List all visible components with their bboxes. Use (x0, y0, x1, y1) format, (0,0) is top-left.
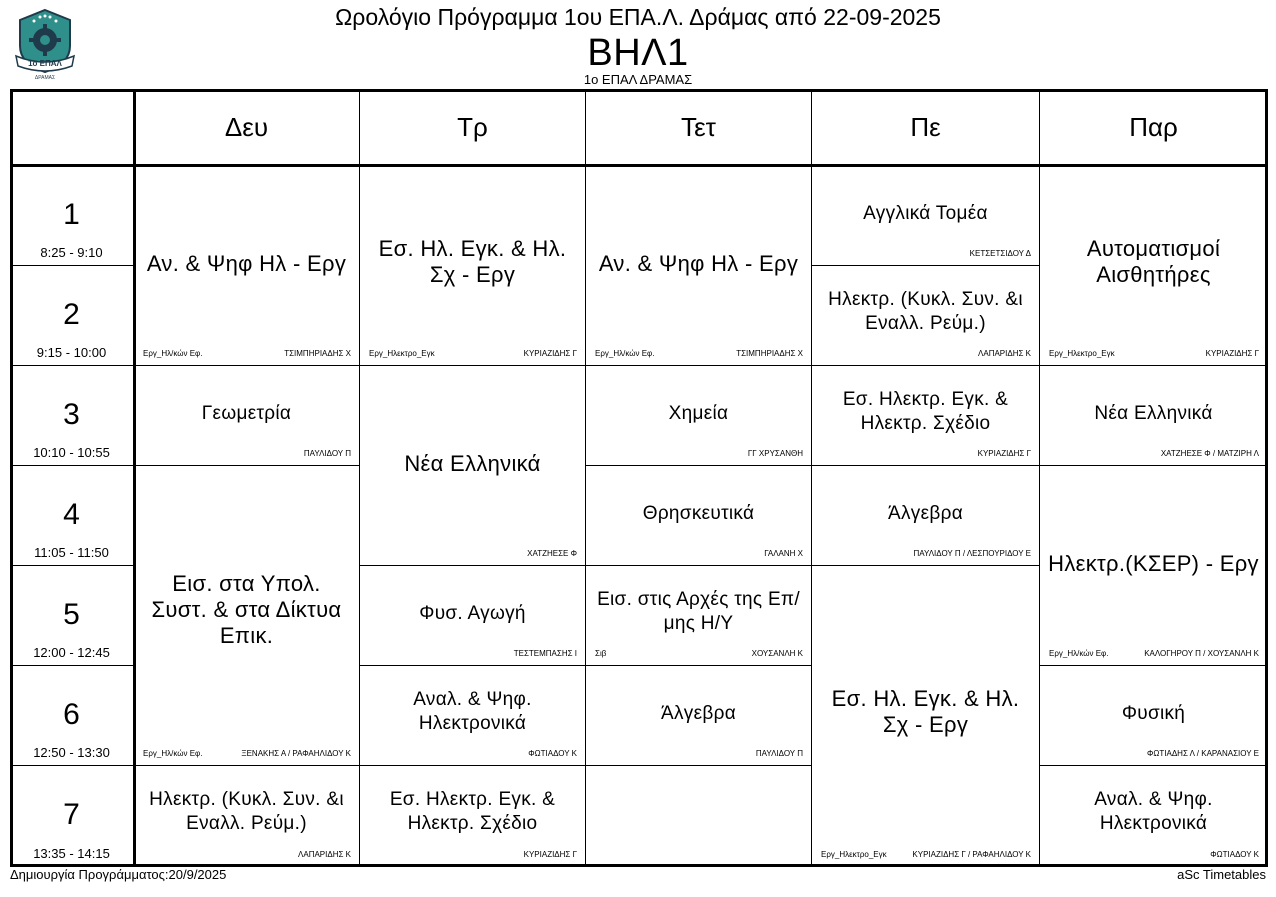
lesson-cell[interactable] (812, 466, 1040, 566)
period-cell (10, 266, 134, 366)
day-label: Παρ (1129, 111, 1178, 142)
lesson-subject: Ηλεκτρ. (Κυκλ. Συν. &ι Εναλλ. Ρεύμ.) (828, 288, 1023, 334)
day-label: Δευ (224, 111, 269, 142)
lesson-subject: Γεωμετρία (201, 402, 292, 424)
lesson-teacher: ΓΓ ΧΡΥΣΑΝΘΗ (747, 449, 803, 458)
lesson-teacher: ΚΥΡΙΑΖΙΔΗΣ Γ (523, 349, 577, 358)
lesson-teacher: ΚΥΡΙΑΖΙΔΗΣ Γ (977, 449, 1031, 458)
day-label: Πε (910, 111, 941, 142)
lesson-teacher: ΤΣΙΜΠΗΡΙΑΔΗΣ Χ (284, 349, 351, 358)
header-divider (10, 164, 1268, 167)
period-cell (10, 566, 134, 666)
lesson-cell[interactable] (586, 366, 812, 466)
lesson-cell[interactable] (360, 766, 586, 867)
lesson-cell[interactable] (134, 366, 360, 466)
period-time: 13:35 - 14:15 (33, 846, 110, 861)
lesson-subject: Αυτοματισμοί Αισθητήρες (1086, 235, 1221, 287)
lesson-cell[interactable] (586, 466, 812, 566)
period-cell (10, 366, 134, 466)
lesson-room: Εργ_Ηλ/κών Εφ. (143, 749, 203, 758)
lesson-room: Εργ_Ηλ/κών Εφ. (1049, 649, 1109, 658)
lesson-subject: Εσ. Ηλεκτρ. Εγκ. & Ηλεκτρ. Σχέδιο (389, 789, 556, 835)
day-header (134, 89, 360, 166)
lesson-cell[interactable] (812, 566, 1040, 867)
lesson-teacher: ΚΑΛΟΓΗΡΟΥ Π / ΧΟΥΣΑΝΛΗ Κ (1144, 649, 1259, 658)
lesson-cell[interactable] (1040, 666, 1268, 766)
day-header (586, 89, 812, 166)
period-time: 8:25 - 9:10 (40, 245, 103, 260)
period-number: 1 (63, 198, 80, 231)
day-header (1040, 89, 1268, 166)
lesson-teacher: ΠΑΥΛΙΔΟΥ Π / ΛΕΣΠΟΥΡΙΔΟΥ Ε (913, 549, 1031, 558)
lesson-teacher: ΞΕΝΑΚΗΣ Α / ΡΑΦΑΗΛΙΔΟΥ Κ (241, 749, 351, 758)
lesson-subject: Εσ. Ηλ. Εγκ. & Ηλ. Σχ - Εργ (831, 685, 1020, 737)
lesson-room: Εργ_Ηλ/κών Εφ. (143, 349, 203, 358)
creation-date: Δημιουργία Προγράμματος:20/9/2025 (10, 867, 227, 882)
lesson-subject: Αναλ. & Ψηφ. Ηλεκτρονικά (1094, 789, 1213, 835)
lesson-teacher: ΦΩΤΙΑΔΟΥ Κ (528, 749, 577, 758)
lesson-cell[interactable] (812, 266, 1040, 366)
class-name: ΒΗΛ1 (587, 32, 689, 74)
lesson-subject: Φυσ. Αγωγή (419, 602, 526, 624)
lesson-cell[interactable] (360, 666, 586, 766)
period-cell (10, 466, 134, 566)
period-number: 5 (63, 598, 80, 631)
period-time: 9:15 - 10:00 (36, 345, 107, 360)
lesson-cell[interactable] (586, 166, 812, 366)
empty-cell (586, 766, 812, 867)
day-label: Τετ (681, 111, 716, 142)
timetable-grid (10, 89, 1268, 867)
lesson-subject: Εισ. στις Αρχές της Επ/μης Η/Υ (597, 588, 800, 634)
lesson-cell[interactable] (1040, 366, 1268, 466)
lesson-subject: Αγγλικά Τομέα (863, 202, 988, 224)
lesson-cell[interactable] (360, 166, 586, 366)
lesson-cell[interactable] (586, 666, 812, 766)
period-cell (10, 666, 134, 766)
lesson-cell[interactable] (586, 566, 812, 666)
lesson-teacher: ΧΟΥΣΑΝΛΗ Κ (751, 649, 803, 658)
lesson-teacher: ΤΣΙΜΠΗΡΙΑΔΗΣ Χ (736, 349, 803, 358)
period-number: 6 (63, 698, 80, 731)
lesson-cell[interactable] (812, 366, 1040, 466)
lesson-subject: Άλγεβρα (661, 702, 736, 724)
period-divider (133, 89, 136, 867)
lesson-teacher: ΚΥΡΙΑΖΙΔΗΣ Γ (523, 850, 577, 859)
logo-text: 1ο ΕΠΑΛ (28, 59, 62, 68)
period-time: 12:00 - 12:45 (33, 645, 110, 660)
lesson-subject: Αν. & Ψηφ Ηλ - Εργ (598, 250, 799, 276)
lesson-cell[interactable] (134, 466, 360, 766)
period-number: 4 (63, 498, 80, 531)
lesson-cell[interactable] (360, 366, 586, 566)
period-time: 12:50 - 13:30 (33, 745, 110, 760)
lesson-subject: Εσ. Ηλεκτρ. Εγκ. & Ηλεκτρ. Σχέδιο (842, 388, 1009, 434)
lesson-room: Εργ_Ηλ/κών Εφ. (595, 349, 655, 358)
lesson-teacher: ΚΥΡΙΑΖΙΔΗΣ Γ (1205, 349, 1259, 358)
lesson-cell[interactable] (812, 166, 1040, 266)
lesson-subject: Φυσική (1121, 702, 1186, 724)
generator-credit: aSc Timetables (1177, 867, 1266, 882)
period-cell (10, 766, 134, 867)
lesson-subject: Θρησκευτικά (642, 502, 755, 524)
logo-subtext: ΔΡΑΜΑΣ (34, 75, 56, 81)
lesson-cell[interactable] (1040, 466, 1268, 666)
day-header (812, 89, 1040, 166)
period-time: 10:10 - 10:55 (33, 445, 110, 460)
lesson-teacher: ΚΥΡΙΑΖΙΔΗΣ Γ / ΡΑΦΑΗΛΙΔΟΥ Κ (912, 850, 1031, 859)
lesson-teacher: ΧΑΤΖΗΕΣΕ Φ (527, 549, 577, 558)
period-time: 11:05 - 11:50 (34, 545, 109, 560)
lesson-cell[interactable] (134, 166, 360, 366)
day-label: Τρ (457, 111, 488, 142)
lesson-subject: Αναλ. & Ψηφ. Ηλεκτρονικά (413, 688, 532, 734)
lesson-teacher: ΤΕΣΤΕΜΠΑΣΗΣ Ι (513, 649, 577, 658)
lesson-teacher: ΠΑΥΛΙΔΟΥ Π (303, 449, 351, 458)
lesson-room: Σιβ (595, 649, 607, 658)
lesson-subject: Χημεία (668, 402, 729, 424)
lesson-subject: Νέα Ελληνικά (404, 450, 541, 476)
lesson-teacher: ΦΩΤΙΑΔΟΥ Κ (1210, 850, 1259, 859)
lesson-subject: Άλγεβρα (888, 502, 963, 524)
corner-cell (10, 89, 134, 166)
lesson-room: Εργ_Ηλεκτρο_Εγκ (821, 850, 887, 859)
lesson-cell[interactable] (360, 566, 586, 666)
page-title: Ωρολόγιο Πρόγραμμα 1ου ΕΠΑ.Λ. Δράμας από 22-09-2025 (335, 4, 941, 30)
period-cell (10, 166, 134, 266)
lesson-subject: Εισ. στα Υπολ. Συστ. & στα Δίκτυα Επικ. (151, 570, 342, 648)
lesson-teacher: ΓΑΛΑΝΗ Χ (764, 549, 803, 558)
period-number: 7 (63, 798, 80, 831)
lesson-subject: Αν. & Ψηφ Ηλ - Εργ (146, 250, 347, 276)
lesson-cell[interactable] (1040, 766, 1268, 867)
lesson-room: Εργ_Ηλεκτρο_Εγκ (1049, 349, 1115, 358)
lesson-teacher: ΛΑΠΑΡΙΔΗΣ Κ (978, 349, 1031, 358)
period-number: 2 (63, 298, 80, 331)
lesson-teacher: ΚΕΤΣΕΤΣΙΔΟΥ Δ (969, 249, 1031, 258)
lesson-teacher: ΠΑΥΛΙΔΟΥ Π (755, 749, 803, 758)
lesson-subject: Εσ. Ηλ. Εγκ. & Ηλ. Σχ - Εργ (378, 235, 567, 287)
period-number: 3 (63, 398, 80, 431)
day-header (360, 89, 586, 166)
lesson-teacher: ΧΑΤΖΗΕΣΕ Φ / ΜΑΤΖΙΡΗ Λ (1160, 449, 1259, 458)
lesson-cell[interactable] (1040, 166, 1268, 366)
lesson-subject: Ηλεκτρ.(ΚΣΕΡ) - Εργ (1048, 550, 1259, 576)
school-name: 1ο ΕΠΑΛ ΔΡΑΜΑΣ (583, 72, 693, 87)
lesson-cell[interactable] (134, 766, 360, 867)
lesson-teacher: ΦΩΤΙΑΔΗΣ Λ / ΚΑΡΑΝΑΣΙΟΥ Ε (1147, 749, 1259, 758)
lesson-subject: Ηλεκτρ. (Κυκλ. Συν. &ι Εναλλ. Ρεύμ.) (149, 789, 344, 835)
lesson-subject: Νέα Ελληνικά (1094, 402, 1213, 424)
lesson-room: Εργ_Ηλεκτρο_Εγκ (369, 349, 435, 358)
lesson-teacher: ΛΑΠΑΡΙΔΗΣ Κ (298, 850, 351, 859)
